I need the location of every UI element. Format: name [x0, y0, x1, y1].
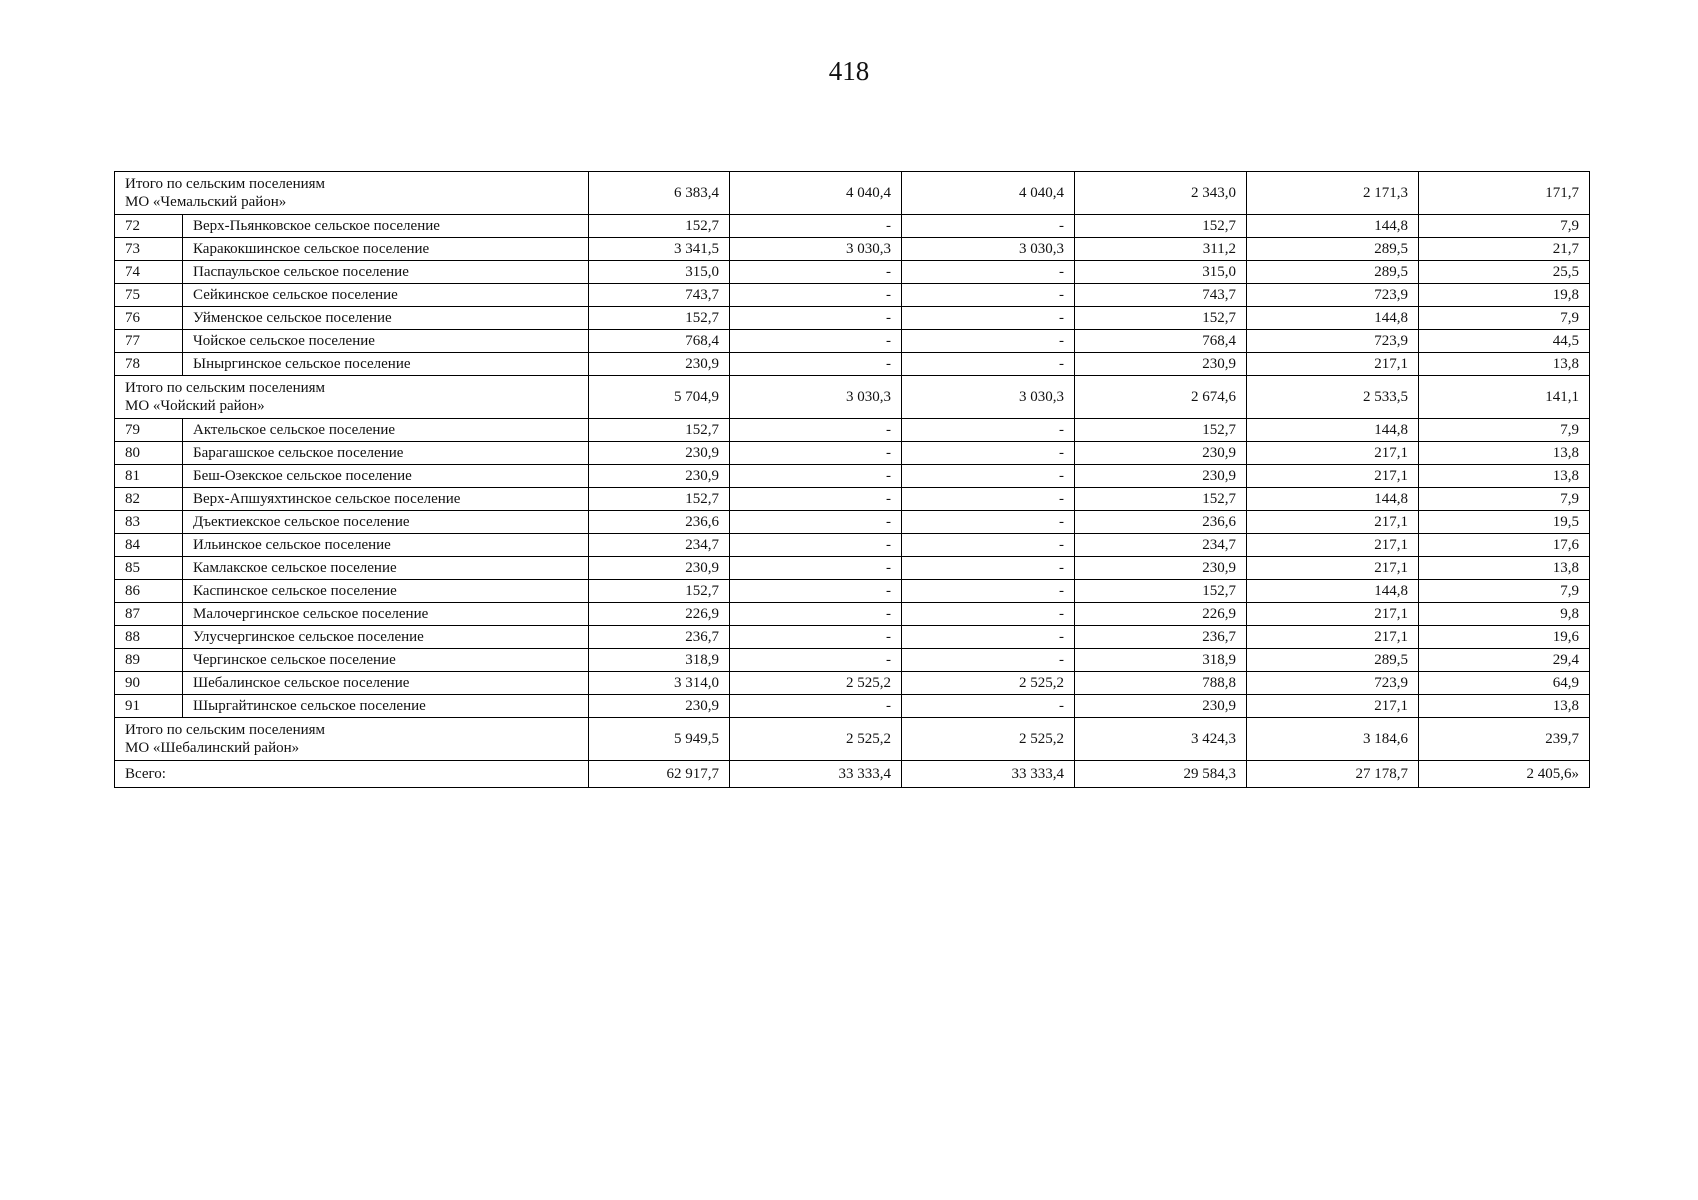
value-cell: 230,9: [589, 442, 730, 465]
value-cell: 230,9: [589, 465, 730, 488]
value-cell: 13,8: [1419, 695, 1590, 718]
value-cell: 144,8: [1247, 488, 1419, 511]
value-cell: 33 333,4: [730, 761, 902, 788]
value-cell: 152,7: [1075, 580, 1247, 603]
value-cell: 230,9: [589, 557, 730, 580]
table-row: [115, 534, 1590, 557]
value-cell: 226,9: [1075, 603, 1247, 626]
value-cell: 289,5: [1247, 238, 1419, 261]
value-cell: -: [730, 695, 902, 718]
settlement-name: Чергинское сельское поселение: [183, 649, 589, 672]
table-row: [115, 672, 1590, 695]
value-cell: 2 533,5: [1247, 376, 1419, 419]
value-cell: -: [902, 695, 1075, 718]
value-cell: -: [730, 215, 902, 238]
value-cell: -: [902, 465, 1075, 488]
value-cell: -: [902, 353, 1075, 376]
value-cell: 2 171,3: [1247, 172, 1419, 215]
grand-total-row: [115, 761, 1590, 788]
value-cell: -: [730, 626, 902, 649]
table-row: [115, 695, 1590, 718]
value-cell: 217,1: [1247, 603, 1419, 626]
value-cell: -: [730, 649, 902, 672]
value-cell: 2 525,2: [730, 718, 902, 761]
value-cell: 144,8: [1247, 215, 1419, 238]
value-cell: -: [902, 580, 1075, 603]
value-cell: 29 584,3: [1075, 761, 1247, 788]
table-row: [115, 626, 1590, 649]
value-cell: 2 525,2: [730, 672, 902, 695]
value-cell: 217,1: [1247, 534, 1419, 557]
subtotal-label-line: МО «Шебалинский район»: [125, 740, 300, 756]
value-cell: 311,2: [1075, 238, 1247, 261]
value-cell: 9,8: [1419, 603, 1590, 626]
value-cell: 4 040,4: [730, 172, 902, 215]
value-cell: 44,5: [1419, 330, 1590, 353]
settlement-name: Камлакское сельское поселение: [183, 557, 589, 580]
table-body: [115, 172, 1590, 788]
value-cell: -: [730, 580, 902, 603]
value-cell: -: [730, 603, 902, 626]
value-cell: 723,9: [1247, 284, 1419, 307]
table-row: [115, 511, 1590, 534]
value-cell: -: [902, 603, 1075, 626]
value-cell: -: [902, 649, 1075, 672]
table-row: [115, 261, 1590, 284]
grand-total-label: Всего:: [115, 761, 589, 788]
page-number: 418: [828, 56, 870, 86]
table-row: [115, 488, 1590, 511]
value-cell: 152,7: [1075, 419, 1247, 442]
table-row: [115, 465, 1590, 488]
value-cell: 217,1: [1247, 465, 1419, 488]
value-cell: 768,4: [1075, 330, 1247, 353]
value-cell: -: [730, 307, 902, 330]
value-cell: 13,8: [1419, 442, 1590, 465]
subtotal-label: [115, 376, 589, 419]
table-row: [115, 330, 1590, 353]
value-cell: -: [730, 284, 902, 307]
value-cell: 152,7: [589, 580, 730, 603]
value-cell: 141,1: [1419, 376, 1590, 419]
value-cell: 21,7: [1419, 238, 1590, 261]
value-cell: 217,1: [1247, 511, 1419, 534]
value-cell: 152,7: [1075, 215, 1247, 238]
value-cell: 5 949,5: [589, 718, 730, 761]
value-cell: -: [902, 307, 1075, 330]
settlement-name: Уйменское сельское поселение: [183, 307, 589, 330]
settlement-name: Верх-Апшуяхтинское сельское поселение: [183, 488, 589, 511]
value-cell: -: [730, 442, 902, 465]
value-cell: 318,9: [1075, 649, 1247, 672]
value-cell: 230,9: [589, 695, 730, 718]
value-cell: 7,9: [1419, 307, 1590, 330]
row-number: 85: [115, 557, 183, 580]
settlement-budget-table: [114, 171, 1590, 788]
value-cell: -: [730, 465, 902, 488]
subtotal-label-line: МО «Чемальский район»: [125, 194, 287, 210]
settlement-name: Шебалинское сельское поселение: [183, 672, 589, 695]
value-cell: 29,4: [1419, 649, 1590, 672]
value-cell: 743,7: [1075, 284, 1247, 307]
settlement-name: Каракокшинское сельское поселение: [183, 238, 589, 261]
table-row: [115, 353, 1590, 376]
table-row: [115, 215, 1590, 238]
value-cell: 25,5: [1419, 261, 1590, 284]
value-cell: 144,8: [1247, 307, 1419, 330]
value-cell: 13,8: [1419, 465, 1590, 488]
value-cell: 27 178,7: [1247, 761, 1419, 788]
value-cell: 2 343,0: [1075, 172, 1247, 215]
value-cell: 315,0: [1075, 261, 1247, 284]
value-cell: 234,7: [589, 534, 730, 557]
value-cell: 64,9: [1419, 672, 1590, 695]
row-number: 91: [115, 695, 183, 718]
value-cell: 6 383,4: [589, 172, 730, 215]
value-cell: 171,7: [1419, 172, 1590, 215]
value-cell: 236,7: [589, 626, 730, 649]
subtotal-label-line: Итого по сельским поселениям: [125, 380, 326, 396]
value-cell: 230,9: [1075, 353, 1247, 376]
row-number: 86: [115, 580, 183, 603]
value-cell: -: [730, 534, 902, 557]
row-number: 90: [115, 672, 183, 695]
row-number: 74: [115, 261, 183, 284]
row-number: 73: [115, 238, 183, 261]
value-cell: 217,1: [1247, 442, 1419, 465]
table-row: [115, 603, 1590, 626]
value-cell: -: [730, 488, 902, 511]
settlement-name: Малочергинское сельское поселение: [183, 603, 589, 626]
value-cell: 226,9: [589, 603, 730, 626]
value-cell: 217,1: [1247, 353, 1419, 376]
value-cell: 152,7: [589, 488, 730, 511]
value-cell: 230,9: [1075, 695, 1247, 718]
value-cell: 13,8: [1419, 353, 1590, 376]
value-cell: 19,8: [1419, 284, 1590, 307]
subtotal-label: [115, 718, 589, 761]
value-cell: 19,5: [1419, 511, 1590, 534]
value-cell: -: [902, 330, 1075, 353]
row-number: 88: [115, 626, 183, 649]
subtotal-row: [115, 172, 1590, 215]
value-cell: 152,7: [589, 419, 730, 442]
value-cell: -: [902, 442, 1075, 465]
value-cell: 3 030,3: [902, 238, 1075, 261]
table-row: [115, 557, 1590, 580]
table-row: [115, 307, 1590, 330]
value-cell: 7,9: [1419, 580, 1590, 603]
value-cell: 62 917,7: [589, 761, 730, 788]
value-cell: 318,9: [589, 649, 730, 672]
value-cell: 3 030,3: [730, 238, 902, 261]
row-number: 81: [115, 465, 183, 488]
value-cell: 217,1: [1247, 626, 1419, 649]
value-cell: 236,6: [589, 511, 730, 534]
value-cell: 289,5: [1247, 649, 1419, 672]
value-cell: 743,7: [589, 284, 730, 307]
settlement-name: Каспинское сельское поселение: [183, 580, 589, 603]
value-cell: -: [902, 261, 1075, 284]
value-cell: 19,6: [1419, 626, 1590, 649]
value-cell: 230,9: [589, 353, 730, 376]
value-cell: 17,6: [1419, 534, 1590, 557]
value-cell: -: [902, 215, 1075, 238]
value-cell: 239,7: [1419, 718, 1590, 761]
value-cell: -: [902, 419, 1075, 442]
subtotal-label-line: МО «Чойский район»: [125, 398, 265, 414]
value-cell: 2 674,6: [1075, 376, 1247, 419]
value-cell: 230,9: [1075, 465, 1247, 488]
row-number: 75: [115, 284, 183, 307]
value-cell: 217,1: [1247, 695, 1419, 718]
settlement-name: Сейкинское сельское поселение: [183, 284, 589, 307]
table-row: [115, 284, 1590, 307]
value-cell: -: [730, 330, 902, 353]
settlement-name: Улусчергинское сельское поселение: [183, 626, 589, 649]
row-number: 79: [115, 419, 183, 442]
value-cell: 3 314,0: [589, 672, 730, 695]
table-row: [115, 442, 1590, 465]
value-cell: 723,9: [1247, 672, 1419, 695]
settlement-name: Паспаульское сельское поселение: [183, 261, 589, 284]
value-cell: 217,1: [1247, 557, 1419, 580]
table-row: [115, 649, 1590, 672]
value-cell: 236,7: [1075, 626, 1247, 649]
value-cell: -: [730, 511, 902, 534]
row-number: 87: [115, 603, 183, 626]
value-cell: -: [730, 353, 902, 376]
value-cell: 5 704,9: [589, 376, 730, 419]
value-cell: -: [730, 419, 902, 442]
value-cell: 33 333,4: [902, 761, 1075, 788]
value-cell: 234,7: [1075, 534, 1247, 557]
row-number: 77: [115, 330, 183, 353]
row-number: 78: [115, 353, 183, 376]
row-number: 82: [115, 488, 183, 511]
value-cell: -: [902, 284, 1075, 307]
value-cell: 768,4: [589, 330, 730, 353]
settlement-name: Барагашское сельское поселение: [183, 442, 589, 465]
subtotal-row: [115, 718, 1590, 761]
settlement-name: Верх-Пьянковское сельское поселение: [183, 215, 589, 238]
value-cell: 7,9: [1419, 215, 1590, 238]
row-number: 80: [115, 442, 183, 465]
value-cell: 2 525,2: [902, 672, 1075, 695]
row-number: 89: [115, 649, 183, 672]
value-cell: -: [902, 557, 1075, 580]
table-row: [115, 238, 1590, 261]
settlement-name: Шыргайтинское сельское поселение: [183, 695, 589, 718]
settlement-name: Дъектиекское сельское поселение: [183, 511, 589, 534]
row-number: 76: [115, 307, 183, 330]
value-cell: 2 405,6»: [1419, 761, 1590, 788]
value-cell: -: [902, 626, 1075, 649]
value-cell: 230,9: [1075, 442, 1247, 465]
subtotal-row: [115, 376, 1590, 419]
row-number: 83: [115, 511, 183, 534]
value-cell: 236,6: [1075, 511, 1247, 534]
settlement-name: Беш-Озекское сельское поселение: [183, 465, 589, 488]
value-cell: 152,7: [1075, 307, 1247, 330]
value-cell: 152,7: [589, 307, 730, 330]
settlement-name: Актельское сельское поселение: [183, 419, 589, 442]
value-cell: 230,9: [1075, 557, 1247, 580]
value-cell: -: [902, 534, 1075, 557]
value-cell: 2 525,2: [902, 718, 1075, 761]
value-cell: 7,9: [1419, 419, 1590, 442]
value-cell: 3 341,5: [589, 238, 730, 261]
value-cell: 788,8: [1075, 672, 1247, 695]
value-cell: 3 030,3: [902, 376, 1075, 419]
subtotal-label-line: Итого по сельским поселениям: [125, 722, 326, 738]
value-cell: 152,7: [1075, 488, 1247, 511]
value-cell: 7,9: [1419, 488, 1590, 511]
value-cell: 315,0: [589, 261, 730, 284]
value-cell: 13,8: [1419, 557, 1590, 580]
value-cell: 3 184,6: [1247, 718, 1419, 761]
value-cell: 723,9: [1247, 330, 1419, 353]
value-cell: -: [730, 557, 902, 580]
value-cell: 3 030,3: [730, 376, 902, 419]
value-cell: 144,8: [1247, 419, 1419, 442]
subtotal-label: [115, 172, 589, 215]
row-number: 72: [115, 215, 183, 238]
settlement-name: Ыныргинское сельское поселение: [183, 353, 589, 376]
value-cell: 152,7: [589, 215, 730, 238]
value-cell: -: [902, 488, 1075, 511]
subtotal-label-line: Итого по сельским поселениям: [125, 176, 326, 192]
table-row: [115, 419, 1590, 442]
value-cell: 144,8: [1247, 580, 1419, 603]
row-number: 84: [115, 534, 183, 557]
settlement-name: Чойское сельское поселение: [183, 330, 589, 353]
value-cell: 289,5: [1247, 261, 1419, 284]
value-cell: 3 424,3: [1075, 718, 1247, 761]
value-cell: -: [730, 261, 902, 284]
value-cell: -: [902, 511, 1075, 534]
table-row: [115, 580, 1590, 603]
settlement-name: Ильинское сельское поселение: [183, 534, 589, 557]
value-cell: 4 040,4: [902, 172, 1075, 215]
